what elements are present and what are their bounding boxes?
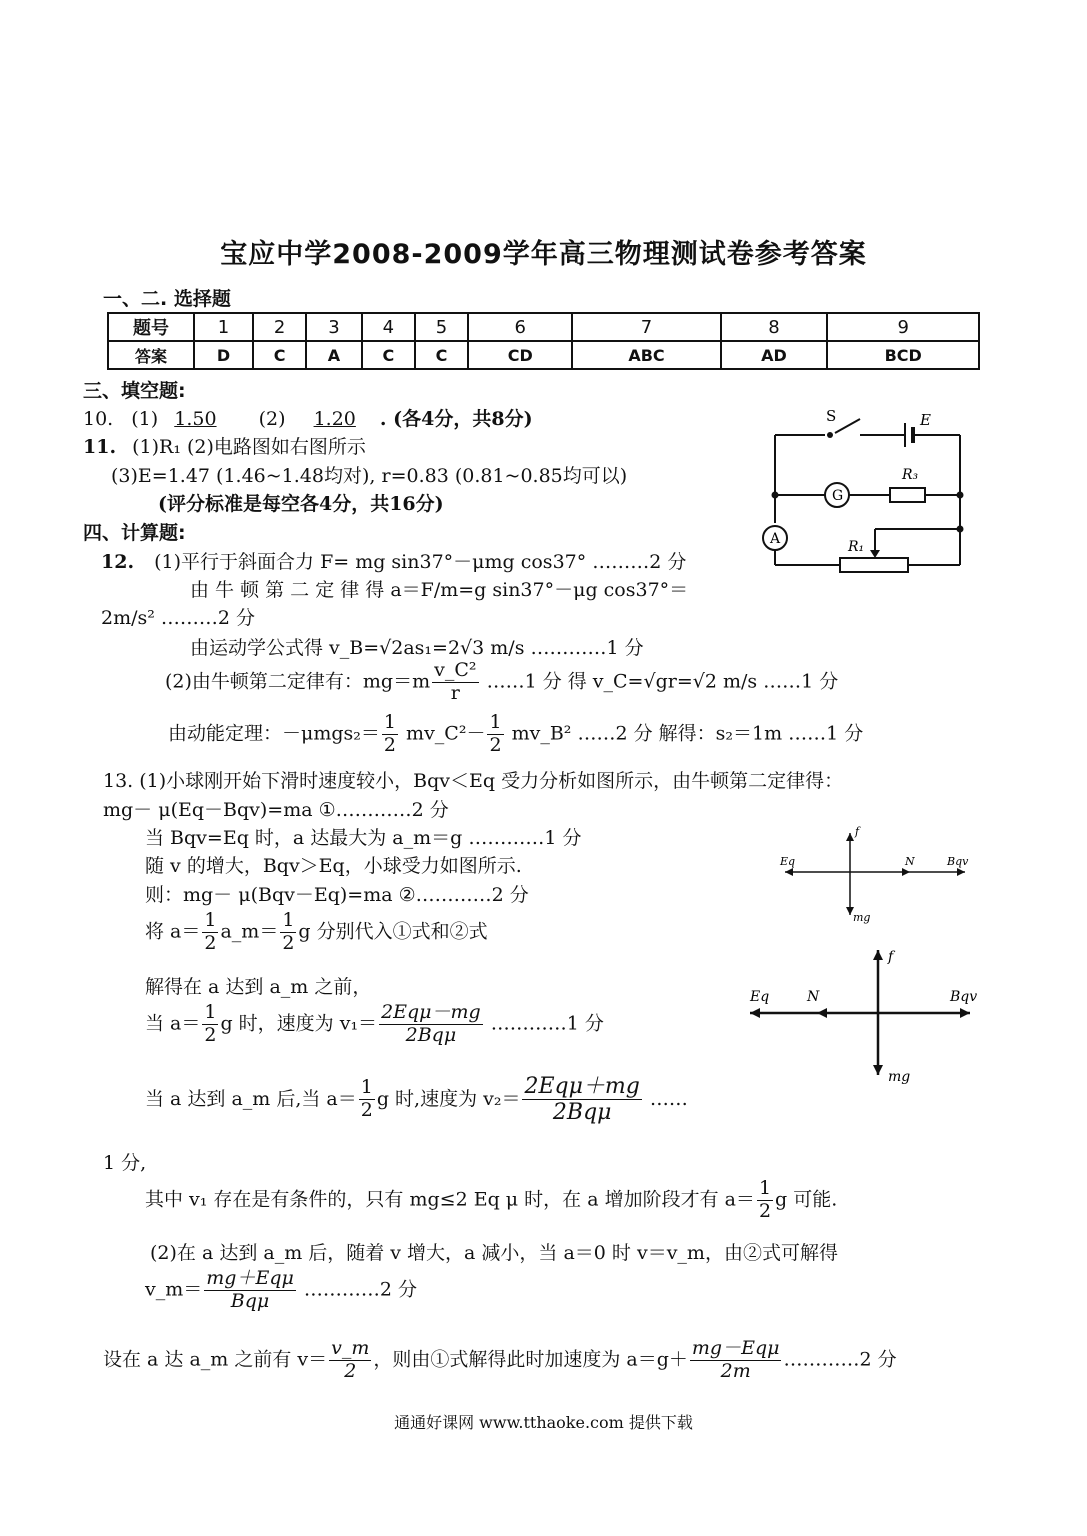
q12-line3: 2m/s² ………2 分	[101, 607, 256, 629]
q11-line3: (评分标准是每空各4分，共16分)	[158, 493, 444, 515]
table-cell: AD	[721, 341, 828, 369]
ammeter-label: A	[770, 531, 781, 547]
q10-part2: (2)	[258, 408, 286, 430]
bqv-label: Bqv	[947, 855, 969, 868]
q13-l13-tail: …………2 分	[303, 1278, 418, 1301]
friction-label: f	[888, 949, 894, 965]
answer-table	[107, 312, 980, 370]
q12-line6	[168, 712, 863, 757]
denominator: 2	[282, 931, 295, 954]
table-cell: 4	[362, 313, 415, 341]
denominator: 2	[360, 1099, 373, 1122]
r1-label: R₁	[848, 539, 865, 555]
denominator: 2	[204, 931, 217, 954]
q12-line2: 由 牛 顿 第 二 定 律 得 a＝F/m=g sin37°－μg cos37°＝	[190, 579, 689, 601]
q13-l14-mid: ，则由①式解得此时加速度为 a＝g＋	[373, 1348, 688, 1371]
q12-l5-text: (2)由牛顿第二定律有：mg＝m	[165, 670, 431, 693]
numerator: 1	[204, 909, 217, 931]
friction-label: f	[855, 825, 860, 838]
numerator: 1	[758, 1177, 772, 1199]
q13-line6	[145, 910, 488, 955]
table-cell: D	[194, 341, 253, 369]
numerator: 1	[204, 1001, 217, 1023]
circuit-diagram	[760, 405, 980, 580]
q11-text1: (1)R₁ (2)电路图如右图所示	[132, 436, 366, 458]
table-cell: 9	[827, 313, 979, 341]
table-cell: 2	[253, 313, 306, 341]
fraction	[522, 1074, 641, 1126]
q10-answer2: 1.20	[313, 408, 356, 430]
fraction	[204, 1268, 296, 1313]
table-cell: 3	[306, 313, 362, 341]
eq-label: Eq	[750, 989, 770, 1005]
q13-l13-text: v_m＝	[145, 1278, 203, 1301]
q12-l6-mid: mv_C²－	[406, 722, 486, 745]
q12-line1	[101, 547, 686, 574]
switch-label: S	[826, 407, 837, 425]
q13-line10: 1 分,	[103, 1152, 147, 1174]
q13-line4: 随 v 的增大，Bqv＞Eq，小球受力如图所示.	[145, 855, 522, 877]
numerator: v_m	[331, 1337, 370, 1359]
table-cell: 1	[194, 313, 253, 341]
q13-l8-tail: …………1 分	[490, 1012, 604, 1035]
q13-l9-mid: g 时,速度为 v₂＝	[376, 1087, 521, 1110]
q13-l14-text: 设在 a 达 a_m 之前有 v＝	[103, 1348, 328, 1371]
q13-line11	[145, 1178, 837, 1223]
fraction	[202, 1002, 218, 1047]
table-cell: A	[306, 341, 362, 369]
r3-label: R₃	[902, 467, 919, 483]
table-cell: C	[415, 341, 468, 369]
numerator: 1	[360, 1076, 373, 1099]
numerator: mg＋Eqμ	[206, 1267, 294, 1289]
q12-text1: (1)平行于斜面合力 F= mg sin37°－μmg cos37° ………2 分	[154, 551, 687, 573]
q13-l6-text: 将 a＝	[145, 920, 201, 943]
force-diagram-2	[745, 945, 980, 1085]
q13-line13	[145, 1268, 417, 1313]
denominator: 2Bqμ	[552, 1100, 612, 1126]
q13-l11-tail: g 可能.	[775, 1188, 838, 1211]
q12-l5-tail: ……1 分 得 v_C=√gr=√2 m/s ……1 分	[486, 670, 839, 693]
table-cell: BCD	[827, 341, 979, 369]
table-cell: 8	[721, 313, 828, 341]
q12-line5	[165, 660, 838, 705]
q13-l8-mid: g 时，速度为 v₁＝	[220, 1012, 378, 1035]
q11-line2: (3)E=1.47 (1.46~1.48均对), r=0.83 (0.81~0.85均可以)	[111, 465, 628, 487]
q13-l11-text: 其中 v₁ 存在是有条件的，只有 mg≤2 Eq μ 时，在 a 增加阶段才有 a＝	[145, 1188, 755, 1211]
denominator: 2	[344, 1359, 357, 1382]
q13-l6-mid: a_m＝	[220, 920, 279, 943]
q13-line7: 解得在 a 达到 a_m 之前，	[145, 976, 372, 998]
mg-label: mg	[853, 911, 871, 924]
section-fill-heading: 三、填空题:	[83, 380, 186, 402]
denominator: Bqμ	[230, 1289, 270, 1312]
q13-line12: (2)在 a 达到 a_m 后，随着 v 增大，a 减小，当 a＝0 时 v＝v_m，由②式可解得	[150, 1242, 838, 1264]
q13-l9-tail: ……	[649, 1087, 688, 1110]
table-cell: 7	[572, 313, 720, 341]
q11-number: 11.	[83, 436, 117, 458]
fraction	[432, 660, 478, 705]
q13-l8-text: 当 a＝	[145, 1012, 201, 1035]
denominator: 2m	[720, 1359, 751, 1382]
q12-line4: 由运动学公式得 v_B=√2as₁=2√3 m/s …………1 分	[190, 637, 644, 659]
denominator: 2Bqμ	[405, 1023, 457, 1046]
q13-l6-tail: g 分别代入①式和②式	[298, 920, 488, 943]
numerator: 1	[383, 711, 396, 733]
fraction	[280, 910, 296, 955]
denominator: r	[450, 681, 460, 704]
table-cell: C	[253, 341, 306, 369]
q13-line3: 当 Bqv=Eq 时，a 达最大为 a_m＝g …………1 分	[145, 827, 582, 849]
table-cell: CD	[468, 341, 572, 369]
table-row	[108, 313, 979, 341]
q10-score: . (各4分，共8分)	[379, 408, 533, 430]
numerator: 1	[282, 909, 295, 931]
q13-line2: mg－ μ(Eq－Bqv)=ma ①…………2 分	[103, 799, 449, 821]
q12-l6-text: 由动能定理：－μmgs₂＝	[168, 722, 380, 745]
numerator: mg－Eqμ	[691, 1337, 780, 1359]
table-cell: 5	[415, 313, 468, 341]
q10-number: 10.	[83, 408, 114, 430]
bqv-label: Bqv	[950, 989, 978, 1005]
numerator: 2Eqμ＋mg	[524, 1074, 640, 1099]
fraction	[329, 1338, 371, 1383]
denominator: 2	[489, 733, 502, 756]
denominator: 2	[383, 733, 396, 756]
q10-answer1: 1.50	[174, 408, 217, 430]
q10-part1: (1)	[131, 408, 159, 430]
fraction	[382, 712, 398, 757]
page-title: 宝应中学2008-2009学年高三物理测试卷参考答案	[220, 239, 867, 270]
q13-line1: 13. (1)小球刚开始下滑时速度较小，Bqv＜Eq 受力分析如图所示，由牛顿第二定律得：	[103, 770, 844, 792]
galvanometer-label: G	[832, 488, 844, 504]
fraction	[379, 1002, 483, 1047]
numerator: 2Eqμ－mg	[381, 1001, 481, 1023]
section-calc-heading: 四、计算题:	[83, 522, 186, 544]
fraction	[202, 910, 218, 955]
normal-label: N	[807, 989, 820, 1005]
force-diagram-1	[775, 825, 975, 925]
numerator: 1	[489, 711, 502, 733]
q12-l6-tail: mv_B² ……2 分 解得：s₂＝1m ……1 分	[511, 722, 864, 745]
table-cell: C	[362, 341, 415, 369]
mg-label: mg	[888, 1069, 911, 1085]
q11-line1	[83, 432, 366, 459]
fraction	[359, 1077, 375, 1122]
numerator: v_C²	[434, 659, 477, 681]
table-cell: 6	[468, 313, 572, 341]
normal-label: N	[905, 855, 915, 868]
q13-l14-tail: …………2 分	[783, 1348, 897, 1371]
q13-l9-text: 当 a 达到 a_m 后,当 a＝	[145, 1087, 357, 1110]
q13-line5: 则：mg－ μ(Bqv－Eq)=ma ②…………2 分	[145, 884, 529, 906]
fraction	[757, 1178, 773, 1223]
table-cell: ABC	[572, 341, 720, 369]
q13-line9	[145, 1074, 688, 1126]
q10-line	[83, 404, 533, 431]
q13-line14	[103, 1338, 897, 1383]
denominator: 2	[758, 1199, 772, 1222]
emf-label: E	[920, 411, 931, 429]
q12-number: 12.	[101, 551, 135, 573]
row-header-number: 题号	[108, 313, 194, 341]
q13-line8	[145, 1002, 604, 1047]
fraction	[487, 712, 503, 757]
footer: 通通好课网 www.tthaoke.com 提供下载	[394, 1413, 693, 1432]
fraction	[690, 1338, 782, 1383]
table-row	[108, 341, 979, 369]
denominator: 2	[204, 1023, 217, 1046]
section-choice-heading: 一、二. 选择题	[103, 288, 231, 310]
eq-label: Eq	[780, 855, 796, 868]
row-header-answer: 答案	[108, 341, 194, 369]
